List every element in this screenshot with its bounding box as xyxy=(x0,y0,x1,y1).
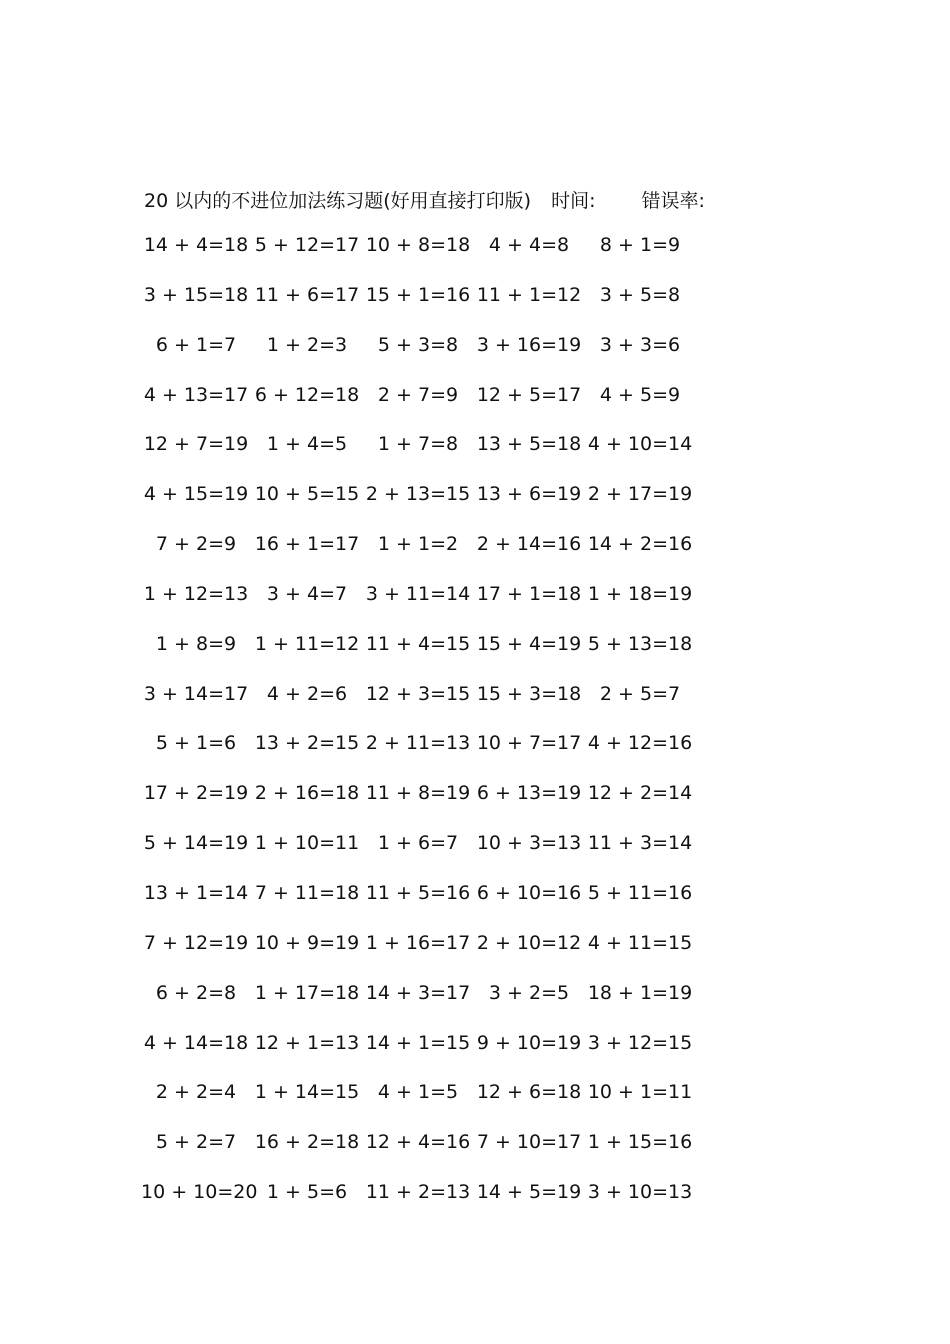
addition-problem: 1 + 11=12 xyxy=(254,632,360,655)
problem-row xyxy=(0,1032,950,1082)
addition-problem: 2 + 10=12 xyxy=(476,931,582,954)
problem-row xyxy=(0,982,950,1032)
addition-problem: 12 + 1=13 xyxy=(254,1031,360,1054)
addition-problem: 2 + 2=4 xyxy=(155,1081,237,1104)
problem-row xyxy=(0,533,950,583)
addition-problem: 1 + 17=18 xyxy=(254,981,360,1004)
addition-problem: 4 + 10=14 xyxy=(587,433,693,456)
addition-problem: 12 + 5=17 xyxy=(476,383,582,406)
problem-row xyxy=(0,1131,950,1181)
addition-problem: 5 + 12=17 xyxy=(254,234,360,256)
addition-problem: 5 + 1=6 xyxy=(155,732,237,755)
addition-problem: 14 + 5=19 xyxy=(476,1181,582,1204)
addition-problem: 10 + 1=11 xyxy=(587,1081,693,1104)
addition-problem: 11 + 1=12 xyxy=(476,283,582,306)
error-rate-label: 错误率: xyxy=(641,190,705,212)
addition-problem: 6 + 1=7 xyxy=(155,333,237,356)
addition-problem: 5 + 3=8 xyxy=(377,333,459,356)
addition-problem: 12 + 3=15 xyxy=(365,682,471,705)
addition-problem: 7 + 12=19 xyxy=(143,931,249,954)
addition-problem: 1 + 7=8 xyxy=(377,433,459,456)
problem-row xyxy=(0,832,950,882)
addition-problem: 15 + 1=16 xyxy=(365,283,471,306)
addition-problem: 14 + 3=17 xyxy=(365,981,471,1004)
problem-row xyxy=(0,633,950,683)
problem-row xyxy=(0,234,950,284)
addition-problem: 2 + 5=7 xyxy=(599,682,681,705)
addition-problem: 10 + 8=18 xyxy=(365,234,471,256)
addition-problem: 3 + 5=8 xyxy=(599,283,681,306)
addition-problem: 4 + 5=9 xyxy=(599,383,681,406)
addition-problem: 1 + 1=2 xyxy=(377,533,459,556)
addition-problem: 1 + 18=19 xyxy=(587,582,693,605)
addition-problem: 1 + 6=7 xyxy=(377,832,459,855)
addition-problem: 16 + 2=18 xyxy=(254,1131,360,1154)
addition-problem: 2 + 17=19 xyxy=(587,483,693,506)
addition-problem: 11 + 2=13 xyxy=(365,1181,471,1204)
addition-problem: 12 + 4=16 xyxy=(365,1131,471,1154)
addition-problem: 11 + 6=17 xyxy=(254,283,360,306)
addition-problem: 1 + 2=3 xyxy=(266,333,348,356)
problem-grid xyxy=(0,234,950,1231)
addition-problem: 2 + 11=13 xyxy=(365,732,471,755)
problem-row xyxy=(0,334,950,384)
addition-problem: 7 + 11=18 xyxy=(254,881,360,904)
addition-problem: 10 + 7=17 xyxy=(476,732,582,755)
addition-problem: 1 + 16=17 xyxy=(365,931,471,954)
addition-problem: 18 + 1=19 xyxy=(587,981,693,1004)
addition-problem: 5 + 14=19 xyxy=(143,832,249,855)
addition-problem: 2 + 7=9 xyxy=(377,383,459,406)
addition-problem: 6 + 12=18 xyxy=(254,383,360,406)
addition-problem: 15 + 3=18 xyxy=(476,682,582,705)
addition-problem: 12 + 6=18 xyxy=(476,1081,582,1104)
addition-problem: 5 + 2=7 xyxy=(155,1131,237,1154)
addition-problem: 3 + 12=15 xyxy=(587,1031,693,1054)
addition-problem: 3 + 2=5 xyxy=(488,981,570,1004)
addition-problem: 4 + 14=18 xyxy=(143,1031,249,1054)
addition-problem: 11 + 5=16 xyxy=(365,881,471,904)
addition-problem: 16 + 1=17 xyxy=(254,533,360,556)
addition-problem: 6 + 2=8 xyxy=(155,981,237,1004)
addition-problem: 6 + 13=19 xyxy=(476,782,582,805)
addition-problem: 4 + 2=6 xyxy=(266,682,348,705)
problem-row xyxy=(0,932,950,982)
addition-problem: 6 + 10=16 xyxy=(476,881,582,904)
addition-problem: 1 + 12=13 xyxy=(143,582,249,605)
worksheet-header xyxy=(144,186,705,213)
addition-problem: 1 + 15=16 xyxy=(587,1131,693,1154)
problem-row xyxy=(0,882,950,932)
addition-problem: 1 + 10=11 xyxy=(254,832,360,855)
problem-row xyxy=(0,483,950,533)
addition-problem: 10 + 3=13 xyxy=(476,832,582,855)
addition-problem: 13 + 6=19 xyxy=(476,483,582,506)
addition-problem: 3 + 11=14 xyxy=(365,582,471,605)
addition-problem: 1 + 5=6 xyxy=(266,1181,348,1204)
addition-problem: 3 + 15=18 xyxy=(143,283,249,306)
addition-problem: 14 + 2=16 xyxy=(587,533,693,556)
addition-problem: 3 + 10=13 xyxy=(587,1181,693,1204)
addition-problem: 5 + 11=16 xyxy=(587,881,693,904)
addition-problem: 12 + 2=14 xyxy=(587,782,693,805)
addition-problem: 10 + 9=19 xyxy=(254,931,360,954)
problem-row xyxy=(0,732,950,782)
addition-problem: 3 + 16=19 xyxy=(476,333,582,356)
addition-problem: 1 + 4=5 xyxy=(266,433,348,456)
addition-problem: 14 + 1=15 xyxy=(365,1031,471,1054)
addition-problem: 4 + 12=16 xyxy=(587,732,693,755)
addition-problem: 8 + 1=9 xyxy=(599,234,681,256)
addition-problem: 9 + 10=19 xyxy=(476,1031,582,1054)
addition-problem: 3 + 4=7 xyxy=(266,582,348,605)
problem-row xyxy=(0,583,950,633)
problem-row xyxy=(0,433,950,483)
addition-problem: 10 + 5=15 xyxy=(254,483,360,506)
addition-problem: 4 + 4=8 xyxy=(488,234,570,256)
addition-problem: 1 + 8=9 xyxy=(155,632,237,655)
addition-problem: 5 + 13=18 xyxy=(587,632,693,655)
addition-problem: 2 + 13=15 xyxy=(365,483,471,506)
addition-problem: 11 + 4=15 xyxy=(365,632,471,655)
addition-problem: 2 + 14=16 xyxy=(476,533,582,556)
worksheet-title: 20 以内的不进位加法练习题(好用直接打印版) xyxy=(144,190,532,212)
addition-problem: 10 + 10=20 xyxy=(141,1181,258,1204)
addition-problem: 11 + 8=19 xyxy=(365,782,471,805)
addition-problem: 4 + 15=19 xyxy=(143,483,249,506)
problem-row xyxy=(0,384,950,434)
time-label: 时间: xyxy=(551,190,596,212)
problem-row xyxy=(0,1181,950,1231)
addition-problem: 4 + 11=15 xyxy=(587,931,693,954)
addition-problem: 4 + 13=17 xyxy=(143,383,249,406)
addition-problem: 17 + 2=19 xyxy=(143,782,249,805)
addition-problem: 13 + 5=18 xyxy=(476,433,582,456)
addition-problem: 13 + 1=14 xyxy=(143,881,249,904)
problem-row xyxy=(0,683,950,733)
addition-problem: 7 + 10=17 xyxy=(476,1131,582,1154)
addition-problem: 7 + 2=9 xyxy=(155,533,237,556)
addition-problem: 13 + 2=15 xyxy=(254,732,360,755)
addition-problem: 11 + 3=14 xyxy=(587,832,693,855)
addition-problem: 15 + 4=19 xyxy=(476,632,582,655)
addition-problem: 3 + 3=6 xyxy=(599,333,681,356)
problem-row xyxy=(0,1081,950,1131)
addition-problem: 17 + 1=18 xyxy=(476,582,582,605)
addition-problem: 1 + 14=15 xyxy=(254,1081,360,1104)
addition-problem: 4 + 1=5 xyxy=(377,1081,459,1104)
addition-problem: 3 + 14=17 xyxy=(143,682,249,705)
addition-problem: 12 + 7=19 xyxy=(143,433,249,456)
problem-row xyxy=(0,284,950,334)
addition-problem: 2 + 16=18 xyxy=(254,782,360,805)
problem-row xyxy=(0,782,950,832)
addition-problem: 14 + 4=18 xyxy=(143,234,249,256)
